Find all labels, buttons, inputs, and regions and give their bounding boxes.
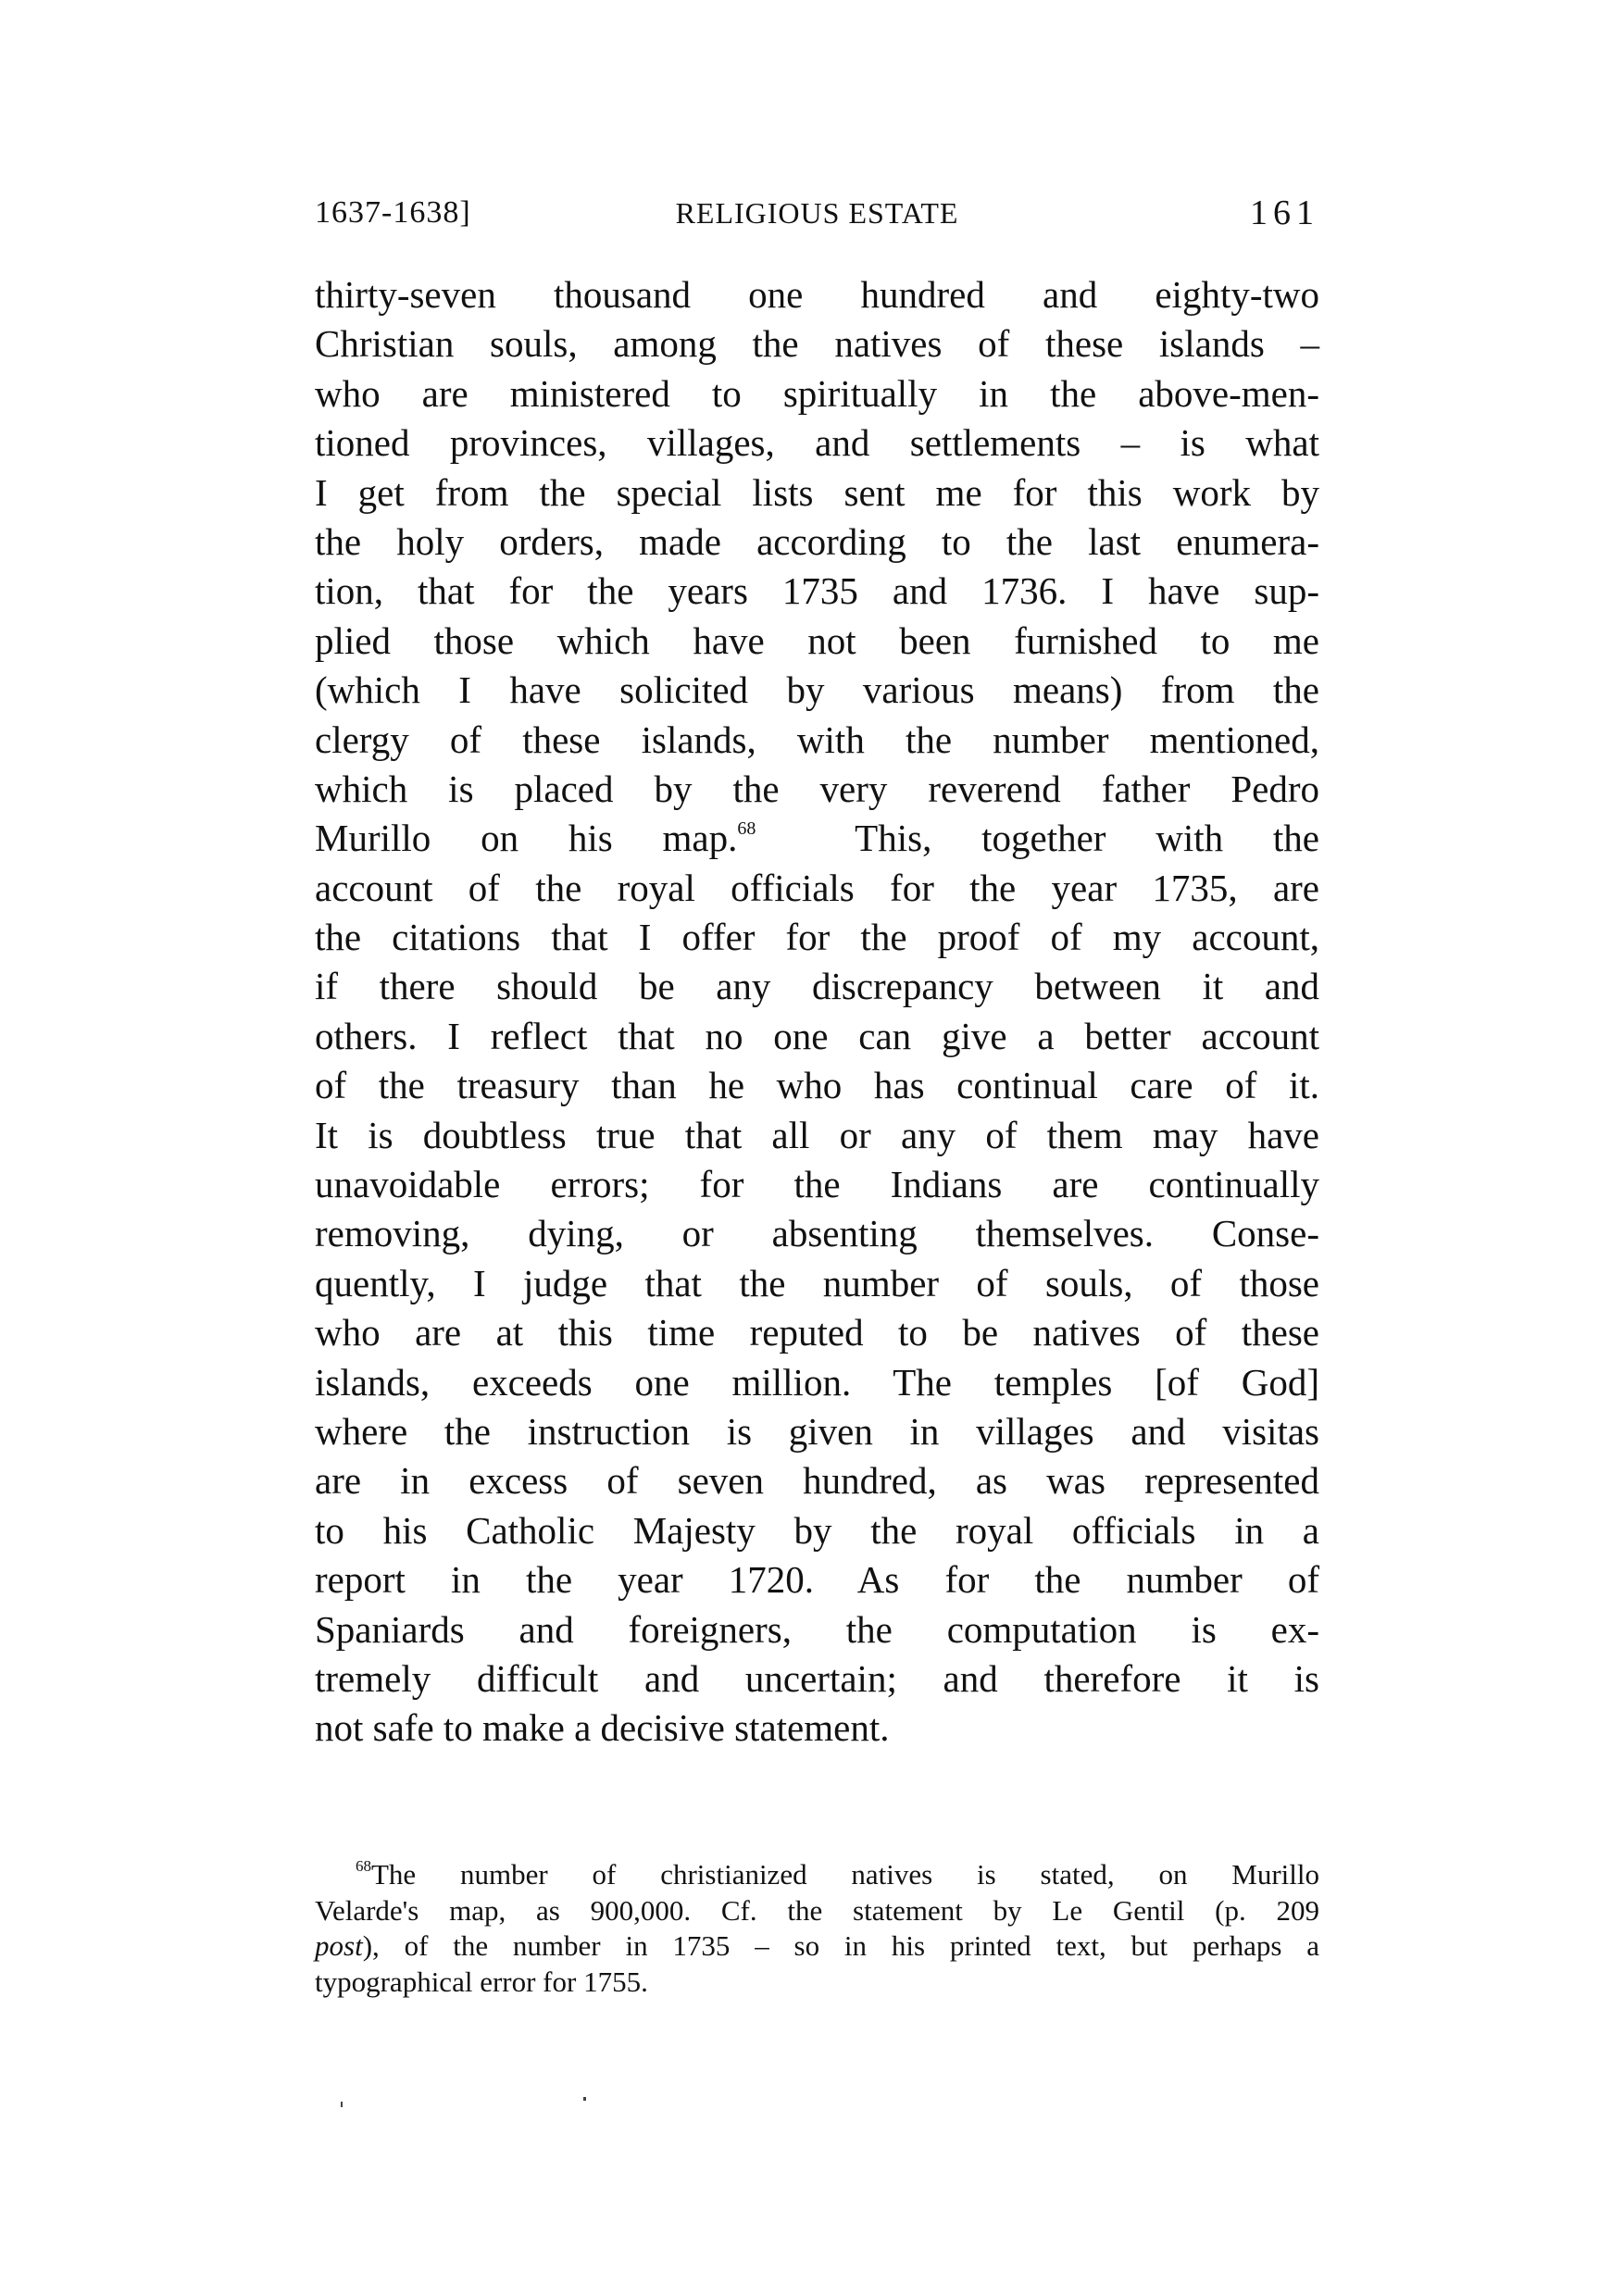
- book-page: [315, 0, 1319, 2284]
- body-line: plied those which have not been furnished to me: [315, 618, 1319, 662]
- body-line: I get from the special lists sent me for this work by: [315, 470, 1319, 514]
- body-line: tion, that for the years 1735 and 1736. I have sup-: [315, 569, 1319, 613]
- body-line: Spaniards and foreigners, the computation is ex-: [315, 1607, 1319, 1651]
- body-line: quently, I judge that the number of souls, of those: [315, 1261, 1319, 1304]
- footnote-text: ), of the number in 1735 – so in his printed text, but perhaps a: [362, 1929, 1319, 1962]
- page-number: 161: [1250, 193, 1319, 232]
- footnote-line: [315, 1857, 1319, 1893]
- footnote-68: [315, 1857, 1319, 2000]
- body-line: of the treasury than he who has continual care of it.: [315, 1064, 1319, 1107]
- footnote-italic-post: post: [315, 1929, 363, 1962]
- body-line: unavoidable errors; for the Indians are continually: [315, 1163, 1319, 1206]
- body-line: who are ministered to spiritually in the above-men-: [315, 371, 1319, 415]
- footnote-reference[interactable]: 68: [737, 818, 756, 840]
- body-line: the holy orders, made according to the last enumera-: [315, 519, 1319, 563]
- scan-speck: [341, 2102, 343, 2107]
- body-line: tioned provinces, villages, and settlements – is what: [315, 421, 1319, 465]
- body-line: if there should be any discrepancy between it and: [315, 965, 1319, 1008]
- body-line: which is placed by the very reverend father Pedro: [315, 767, 1319, 810]
- body-line: thirty-seven thousand one hundred and eighty-two: [315, 273, 1319, 316]
- footnote-marker: 68: [356, 1857, 371, 1875]
- footnote-line: [315, 1928, 1319, 1965]
- body-text: [315, 270, 1319, 1754]
- body-line: to his Catholic Majesty by the royal officials in a: [315, 1508, 1319, 1552]
- body-line: others. I reflect that no one can give a better account: [315, 1014, 1319, 1057]
- footnote-line-last: typographical error for 1755.: [315, 1965, 648, 1998]
- body-line: Christian souls, among the natives of these islands –: [315, 322, 1319, 366]
- body-line: clergy of these islands, with the number mentioned,: [315, 718, 1319, 761]
- scan-speck: [583, 2097, 586, 2101]
- body-line: removing, dying, or absenting themselves. Conse-: [315, 1212, 1319, 1255]
- running-head-title: RELIGIOUS ESTATE: [675, 196, 959, 230]
- body-line: report in the year 1720. As for the number of: [315, 1558, 1319, 1602]
- body-line-with-footnote-ref: [315, 814, 1319, 863]
- body-line: where the instruction is given in villages and visitas: [315, 1409, 1319, 1453]
- body-line-text: Murillo on his map.: [315, 817, 738, 860]
- body-line: account of the royal officials for the year 1735, are: [315, 866, 1319, 909]
- running-head-date-range: 1637-1638]: [315, 195, 471, 230]
- body-line: who are at this time reputed to be natives of these: [315, 1311, 1319, 1354]
- footnote-line: Velarde's map, as 900,000. Cf. the statement by Le Gentil (p. 209: [315, 1893, 1319, 1927]
- body-line: islands, exceeds one million. The temples [of God]: [315, 1360, 1319, 1404]
- body-line: tremely difficult and uncertain; and therefore it is: [315, 1656, 1319, 1700]
- footnote-text: The number of christianized natives is stated, on Murillo: [371, 1858, 1319, 1891]
- body-line-text: This, together with the: [756, 817, 1320, 860]
- body-line: the citations that I offer for the proof of my account,: [315, 916, 1319, 959]
- body-line: (which I have solicited by various means) from the: [315, 668, 1319, 712]
- body-line: It is doubtless true that all or any of them may have: [315, 1113, 1319, 1156]
- body-line-last: not safe to make a decisive statement.: [315, 1706, 890, 1750]
- running-head: [315, 190, 1319, 236]
- body-line: are in excess of seven hundred, as was represented: [315, 1459, 1319, 1503]
